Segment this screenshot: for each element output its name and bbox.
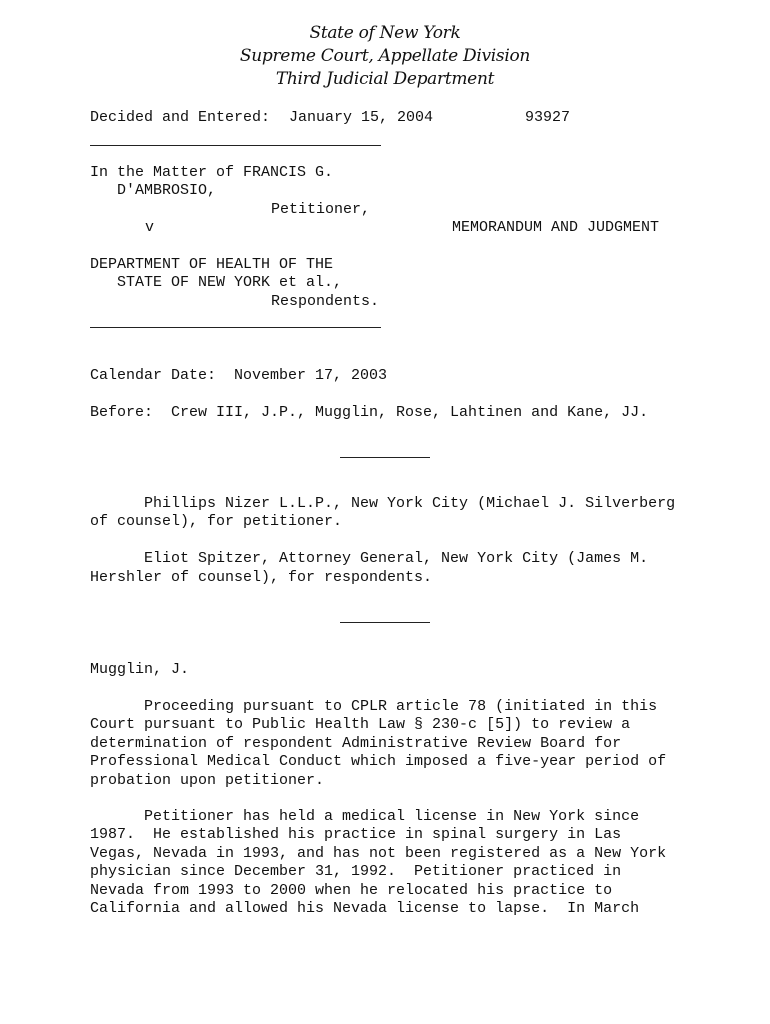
respondent-name-line2: STATE OF NEW YORK et al.,	[117, 274, 343, 291]
paragraph-1-line: determination of respondent Administrative Review Board for	[90, 735, 622, 752]
paragraph-2-line: California and allowed his Nevada license to lapse. In March	[90, 900, 640, 917]
opinion-author: Mugglin, J.	[90, 661, 190, 678]
docket-number: 93927	[525, 109, 571, 126]
counsel-respondents-line2: Hershler of counsel), for respondents.	[90, 569, 433, 586]
court-name: Supreme Court, Appellate Division	[239, 46, 531, 66]
paragraph-2-line: 1987. He established his practice in spinal surgery in Las	[90, 826, 622, 843]
calendar-date: Calendar Date: November 17, 2003	[90, 367, 388, 384]
paragraph-1-line: Proceeding pursuant to CPLR article 78 (initiated in this	[90, 698, 658, 715]
separator-rule-2	[340, 622, 430, 623]
court-state: State of New York	[309, 23, 461, 43]
separator-rule-1	[340, 457, 430, 458]
paragraph-1-line: probation upon petitioner.	[90, 772, 325, 789]
respondent-name-line1: DEPARTMENT OF HEALTH OF THE	[90, 256, 334, 273]
decided-date: January 15, 2004	[289, 109, 434, 126]
paragraph-1-line: Professional Medical Conduct which imposed a five-year period of	[90, 753, 667, 770]
caption-bottom-rule	[90, 327, 381, 328]
counsel-petitioner-line2: of counsel), for petitioner.	[90, 513, 343, 530]
court-department: Third Judicial Department	[275, 69, 495, 89]
petitioner-role: Petitioner,	[271, 201, 371, 218]
respondent-role: Respondents.	[271, 293, 380, 310]
paragraph-2-line: Vegas, Nevada in 1993, and has not been registered as a New York	[90, 845, 667, 862]
counsel-petitioner-line1: Phillips Nizer L.L.P., New York City (Michael J. Silverberg	[90, 495, 676, 512]
petitioner-name-line1: In the Matter of FRANCIS G.	[90, 164, 334, 181]
document-type: MEMORANDUM AND JUDGMENT	[452, 219, 660, 236]
counsel-respondents-line1: Eliot Spitzer, Attorney General, New York City (James M.	[90, 550, 649, 567]
paragraph-2-line: physician since December 31, 1992. Petitioner practiced in	[90, 863, 622, 880]
petitioner-name-line2: D'AMBROSIO,	[117, 182, 217, 199]
panel-before: Before: Crew III, J.P., Mugglin, Rose, Lahtinen and Kane, JJ.	[90, 404, 649, 421]
caption-top-rule	[90, 145, 381, 146]
paragraph-2-line: Nevada from 1993 to 2000 when he relocated his practice to	[90, 882, 613, 899]
versus: v	[145, 219, 155, 236]
decided-label: Decided and Entered:	[90, 109, 271, 126]
paragraph-1-line: Court pursuant to Public Health Law § 230-c [5]) to review a	[90, 716, 631, 733]
paragraph-2-line: Petitioner has held a medical license in New York since	[90, 808, 640, 825]
